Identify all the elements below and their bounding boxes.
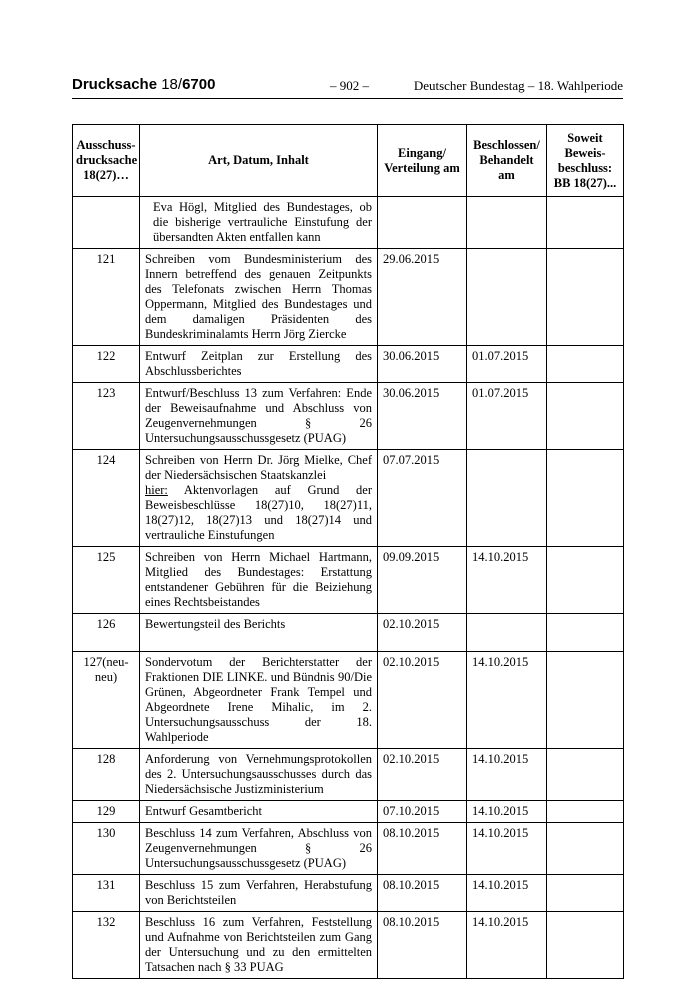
row-beschlossen: 14.10.2015 bbox=[467, 823, 547, 875]
row-bb bbox=[547, 801, 624, 823]
row-description: Beschluss 14 zum Verfahren, Abschluss von Zeugenvernehmungen § 26 Untersuchungsausschussgesetz (PUAG) bbox=[140, 823, 378, 875]
row-number: 126 bbox=[73, 614, 140, 652]
row-eingang: 30.06.2015 bbox=[378, 346, 467, 383]
column-header-inhalt: Art, Datum, Inhalt bbox=[140, 125, 378, 197]
row-description-text: Schreiben von Herrn Dr. Jörg Mielke, Chef der Niedersächsischen Staatskanzlei bbox=[145, 453, 372, 482]
doc-number: 6700 bbox=[182, 76, 216, 93]
row-description: Schreiben vom Bundesministerium des Innern betreffend des genauen Zeitpunkts des Telefonats zwischen Herrn Thomas Oppermann, Mitglied des Bundestages und dem damaligen Präsidenten des Bundeskriminalamts Herrn Jörg Ziercke bbox=[140, 249, 378, 346]
row-bb bbox=[547, 749, 624, 801]
publisher: Deutscher Bundestag – 18. Wahlperiode bbox=[413, 78, 623, 93]
doc-period: 18/ bbox=[161, 76, 183, 93]
table-row bbox=[73, 652, 624, 749]
document-number bbox=[72, 76, 215, 94]
documents-table bbox=[72, 124, 624, 979]
row-bb bbox=[547, 652, 624, 749]
row-description: Beschluss 15 zum Verfahren, Herabstufung von Berichtsteilen bbox=[140, 875, 378, 912]
row-description bbox=[140, 197, 378, 249]
row-description: Anforderung von Vernehmungsprotokollen des 2. Untersuchungsausschusses durch das Niedersächsische Justizministerium bbox=[140, 749, 378, 801]
row-number: 130 bbox=[73, 823, 140, 875]
row-beschlossen: 14.10.2015 bbox=[467, 875, 547, 912]
row-bb bbox=[547, 614, 624, 652]
table-row bbox=[73, 450, 624, 547]
row-beschlossen: 14.10.2015 bbox=[467, 547, 547, 614]
row-beschlossen bbox=[467, 197, 547, 249]
row-bb bbox=[547, 197, 624, 249]
row-beschlossen: 14.10.2015 bbox=[467, 652, 547, 749]
row-bb bbox=[547, 383, 624, 450]
row-beschlossen: 01.07.2015 bbox=[467, 383, 547, 450]
column-header-beweisbeschluss: Soweit Beweis-beschluss: BB 18(27)... bbox=[547, 125, 624, 197]
doc-prefix: Drucksache bbox=[72, 76, 162, 93]
row-description: Bewertungsteil des Berichts bbox=[140, 614, 378, 652]
row-number: 124 bbox=[73, 450, 140, 547]
row-eingang: 30.06.2015 bbox=[378, 383, 467, 450]
row-number: 127(neu-neu) bbox=[73, 652, 140, 749]
row-bb bbox=[547, 249, 624, 346]
hier-text: Aktenvorlagen auf Grund der Beweisbeschlüsse 18(27)10, 18(27)11, 18(27)12, 18(27)13 und 18(27)14 und vertrauliche Einstufungen bbox=[145, 483, 372, 542]
row-beschlossen bbox=[467, 249, 547, 346]
row-eingang: 09.09.2015 bbox=[378, 547, 467, 614]
table-row bbox=[73, 614, 624, 652]
row-bb bbox=[547, 823, 624, 875]
row-eingang: 08.10.2015 bbox=[378, 912, 467, 979]
row-eingang: 07.10.2015 bbox=[378, 801, 467, 823]
table-row bbox=[73, 749, 624, 801]
row-number: 123 bbox=[73, 383, 140, 450]
hier-label: hier: bbox=[145, 483, 168, 497]
row-description: Schreiben von Herrn Michael Hartmann, Mitglied des Bundestages: Erstattung entstandener Gebühren für die Beiziehung eines Rechtsbeistandes bbox=[140, 547, 378, 614]
row-description: Sondervotum der Berichterstatter der Fraktionen DIE LINKE. und Bündnis 90/Die Grünen, Abgeordneter Frank Tempel und Abgeordnete Irene Mihalic, im 2. Untersuchungsausschuss der 18. Wahlperiode bbox=[140, 652, 378, 749]
page-number: – 902 – bbox=[330, 78, 369, 93]
row-beschlossen: 01.07.2015 bbox=[467, 346, 547, 383]
table-row bbox=[73, 197, 624, 249]
row-eingang: 29.06.2015 bbox=[378, 249, 467, 346]
row-bb bbox=[547, 450, 624, 547]
table-row bbox=[73, 346, 624, 383]
table-row bbox=[73, 249, 624, 346]
table-row bbox=[73, 912, 624, 979]
row-eingang: 02.10.2015 bbox=[378, 614, 467, 652]
row-eingang: 07.07.2015 bbox=[378, 450, 467, 547]
row-eingang: 02.10.2015 bbox=[378, 749, 467, 801]
row-number: 128 bbox=[73, 749, 140, 801]
row-description: Entwurf Gesamtbericht bbox=[140, 801, 378, 823]
row-beschlossen bbox=[467, 614, 547, 652]
row-number: 132 bbox=[73, 912, 140, 979]
row-beschlossen bbox=[467, 450, 547, 547]
table-row bbox=[73, 547, 624, 614]
row-description-text: Eva Högl, Mitglied des Bundestages, ob die bisherige vertrauliche Einstufung der übersandten Akten entfallen kann bbox=[153, 200, 372, 244]
table-row bbox=[73, 823, 624, 875]
row-number: 131 bbox=[73, 875, 140, 912]
row-description: Beschluss 16 zum Verfahren, Feststellung und Aufnahme von Berichtsteilen zum Gang der Untersuchung und zu den ermittelten Tatsachen nach § 33 PUAG bbox=[140, 912, 378, 979]
table-row bbox=[73, 801, 624, 823]
table-row bbox=[73, 875, 624, 912]
row-eingang: 02.10.2015 bbox=[378, 652, 467, 749]
page-header bbox=[72, 76, 623, 99]
row-bb bbox=[547, 912, 624, 979]
row-description: Entwurf Zeitplan zur Erstellung des Abschlussberichtes bbox=[140, 346, 378, 383]
column-header-eingang: Eingang/ Verteilung am bbox=[378, 125, 467, 197]
row-bb bbox=[547, 346, 624, 383]
row-beschlossen: 14.10.2015 bbox=[467, 801, 547, 823]
row-eingang: 08.10.2015 bbox=[378, 823, 467, 875]
row-number: 121 bbox=[73, 249, 140, 346]
row-eingang: 08.10.2015 bbox=[378, 875, 467, 912]
row-number: 122 bbox=[73, 346, 140, 383]
column-header-drucksache: Ausschuss-drucksache 18(27)… bbox=[73, 125, 140, 197]
table-header-row bbox=[73, 125, 624, 197]
row-description bbox=[140, 450, 378, 547]
row-description: Entwurf/Beschluss 13 zum Verfahren: Ende der Beweisaufnahme und Abschluss von Zeugenvernehmungen § 26 Untersuchungsausschussgesetz (PUAG) bbox=[140, 383, 378, 450]
column-header-beschlossen: Beschlossen/ Behandelt am bbox=[467, 125, 547, 197]
table-row bbox=[73, 383, 624, 450]
row-number: 125 bbox=[73, 547, 140, 614]
row-bb bbox=[547, 547, 624, 614]
row-number: 129 bbox=[73, 801, 140, 823]
row-number bbox=[73, 197, 140, 249]
row-beschlossen: 14.10.2015 bbox=[467, 912, 547, 979]
row-description-hier bbox=[145, 483, 372, 543]
row-beschlossen: 14.10.2015 bbox=[467, 749, 547, 801]
row-eingang bbox=[378, 197, 467, 249]
row-bb bbox=[547, 875, 624, 912]
